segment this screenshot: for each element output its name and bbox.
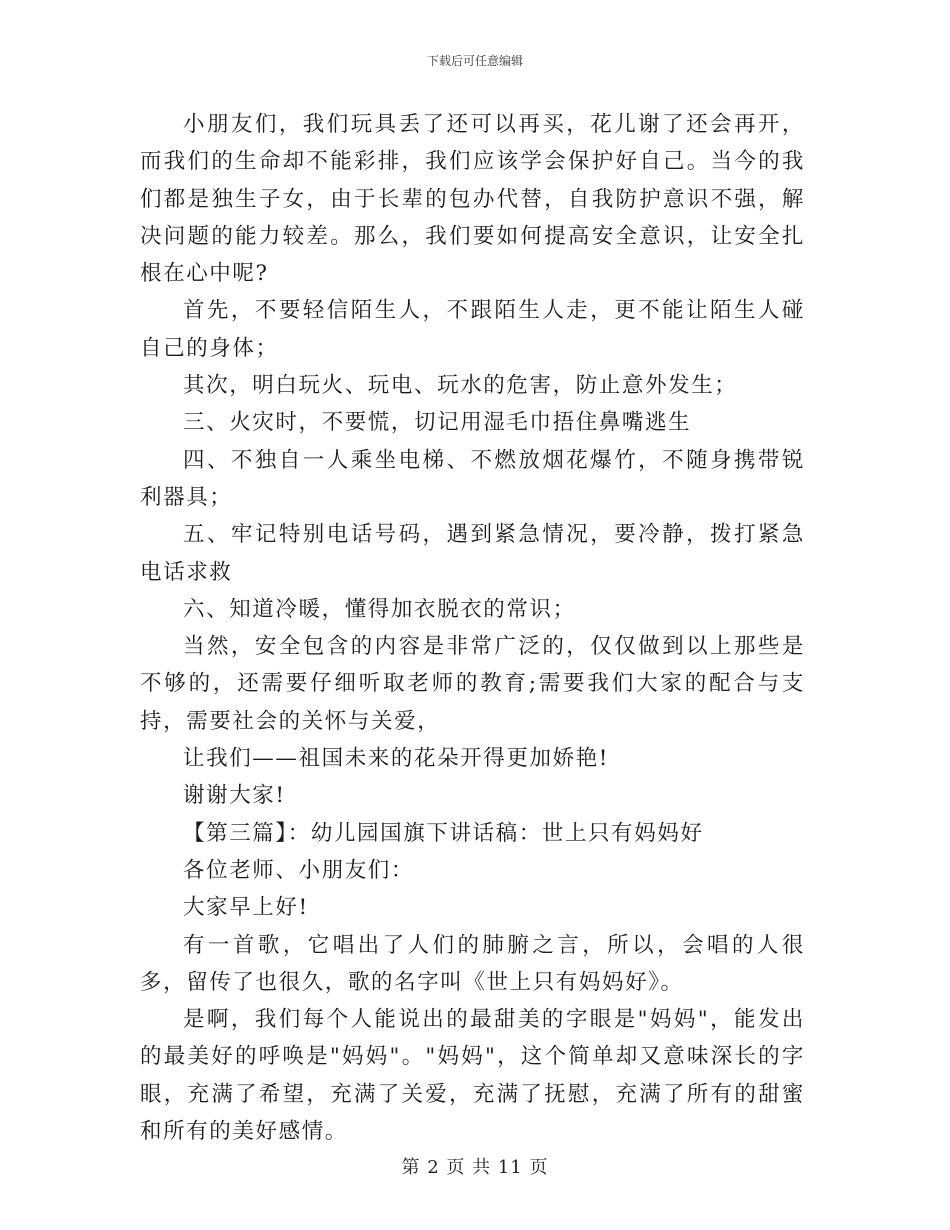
paragraph: 是啊，我们每个人能说出的最甜美的字眼是"妈妈"，能发出的最美好的呼唤是"妈妈"。"妈妈"，这个简单却又意味深长的字眼，充满了希望，充满了关爱，充满了抚慰，充满了所有的甜蜜和所有的美好感情。 (140, 1007, 805, 1145)
paragraph: 小朋友们，我们玩具丢了还可以再买，花儿谢了还会再开，而我们的生命却不能彩排，我们应该学会保护好自己。当今的我们都是独生子女，由于长辈的包办代替，自我防护意识不强，解决问题的能力较差。那么，我们要如何提高安全意识，让安全扎根在心中呢? (140, 112, 805, 287)
paragraph: 有一首歌，它唱出了人们的肺腑之言，所以，会唱的人很多，留传了也很久，歌的名字叫《世上只有妈妈好》。 (140, 932, 805, 995)
paragraph: 五、牢记特别电话号码，遇到紧急情况，要冷静，拨打紧急电话求救 (140, 522, 805, 585)
section-heading: 【第三篇】：幼儿园国旗下讲话稿：世上只有妈妈好 (183, 820, 704, 846)
document-body (140, 106, 805, 1150)
paragraph: 六、知道冷暖，懂得加衣脱衣的常识； (183, 596, 576, 622)
paragraph: 各位老师、小朋友们： (183, 857, 415, 883)
paragraph: 首先，不要轻信陌生人，不跟陌生人走，更不能让陌生人碰自己的身体； (140, 298, 805, 361)
paragraph: 当然，安全包含的内容是非常广泛的，仅仅做到以上那些是不够的，还需要仔细听取老师的教育;需要我们大家的配合与支持，需要社会的关怀与关爱， (140, 634, 805, 734)
paragraph: 三、火灾时，不要慌，切记用湿毛巾捂住鼻嘴逃生 (183, 410, 692, 436)
paragraph: 谢谢大家! (183, 783, 286, 809)
paragraph: 四、不独自一人乘坐电梯、不燃放烟花爆竹，不随身携带锐利器具； (140, 447, 805, 510)
paragraph: 其次，明白玩火、玩电、玩水的危害，防止意外发生； (183, 373, 738, 399)
paragraph: 让我们——祖国未来的花朵开得更加娇艳! (183, 746, 610, 772)
page-number: 第 2 页 共 11 页 (401, 1157, 549, 1178)
paragraph: 大家早上好! (183, 895, 309, 921)
page-header: 下载后可任意编辑 (426, 54, 523, 68)
